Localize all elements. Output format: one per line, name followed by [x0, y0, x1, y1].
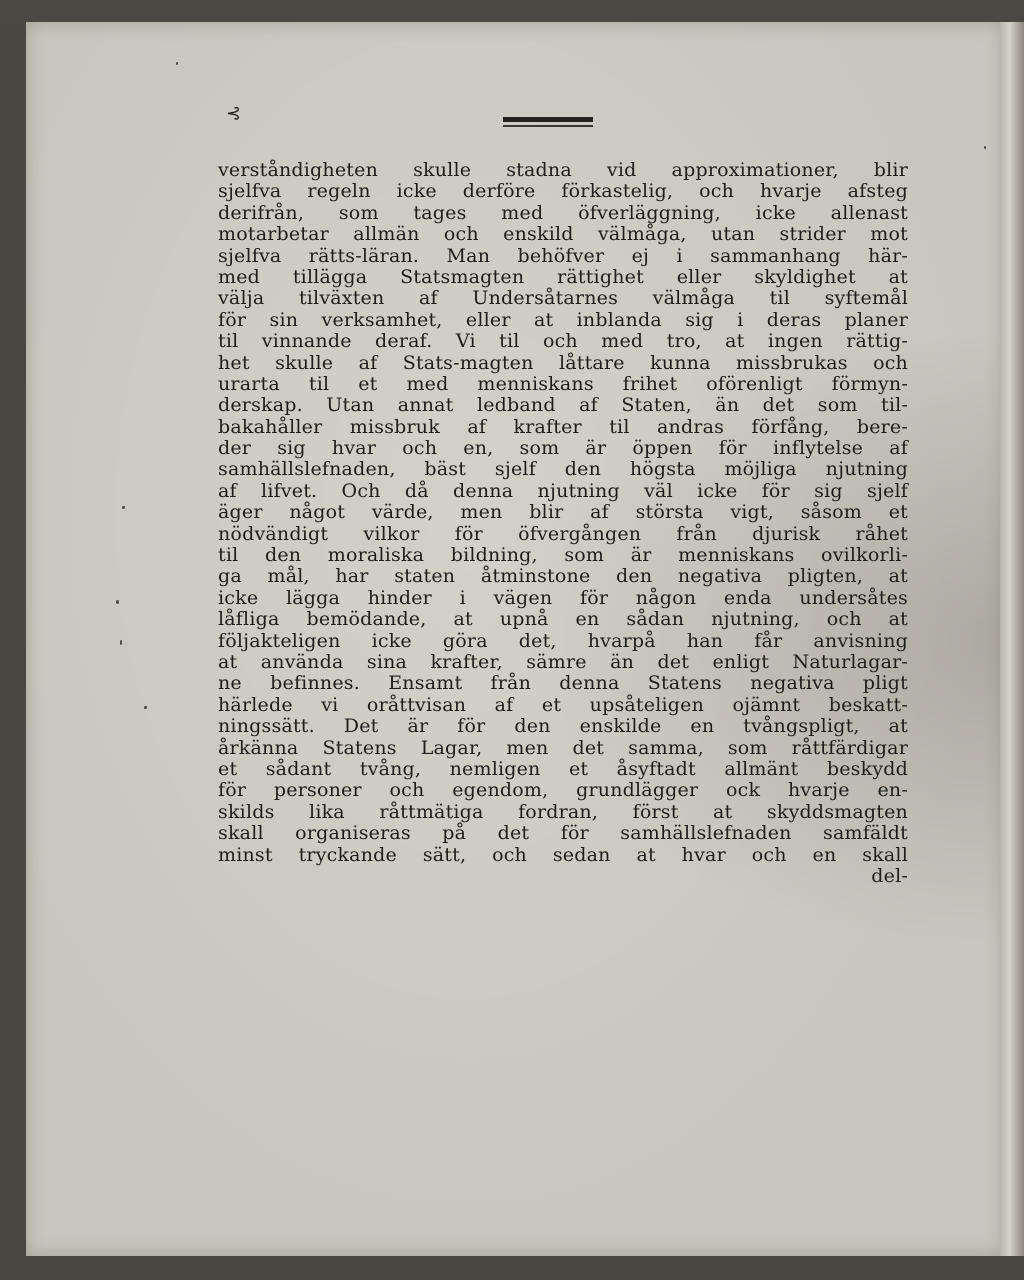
paper-speck: [120, 640, 122, 645]
text-line: skall organiseras på det för samhällslefnaden samfäldt: [218, 822, 908, 845]
text-line: följakteligen icke göra det, hvarpå han får anvisning: [218, 629, 908, 652]
text-line: härlede vi oråttvisan af et upsåteligen ojämnt beskatt-: [218, 693, 908, 716]
text-line: ga mål, har staten åtminstone den negativa pligten, at: [218, 565, 908, 588]
text-line: der sig hvar och en, som är öppen för inflytelse af: [218, 437, 908, 460]
text-line: af lifvet. Och då denna njutning väl icke för sig sjelf: [218, 479, 908, 502]
header-rule: [503, 117, 593, 122]
text-line: til vinnande deraf. Vi til och med tro, at ingen rättig-: [218, 330, 908, 353]
ornament-icon: ⊰: [226, 103, 242, 124]
text-line: skilds lika råttmätiga fordran, först at skyddsmagten: [218, 800, 908, 823]
text-line: minst tryckande sätt, och sedan at hvar och en skall: [218, 843, 908, 866]
text-line: sjelfva rätts-läran. Man behöfver ej i sammanhang här-: [218, 244, 908, 267]
paper-speck: [176, 62, 178, 65]
text-line: för sin verksamhet, eller at inblanda sig i deras planer: [218, 308, 908, 331]
text-line: et sådant tvång, nemligen et åsyftadt allmänt beskydd: [218, 757, 908, 780]
text-line: verståndigheten skulle stadna vid approximationer, blir: [218, 159, 908, 181]
paper-speck: [984, 146, 986, 149]
text-line: för personer och egendom, grundlägger ock hvarje en-: [218, 779, 908, 802]
text-line: bakahåller missbruk af krafter til andras förfång, bere-: [218, 415, 908, 438]
text-line: derskap. Utan annat ledband af Staten, än det som til-: [218, 394, 908, 417]
text-line: nödvändigt vilkor för öfvergången från djurisk råhet: [218, 522, 908, 545]
text-line: motarbetar allmän och enskild välmåga, utan strider mot: [218, 223, 908, 246]
text-line: derifrån, som tages med öfverläggning, icke allenast: [218, 201, 908, 224]
text-line: låfliga bemödande, at upnå en sådan njutning, och at: [218, 608, 908, 631]
text-line: urarta til et med menniskans frihet oförenligt förmyn-: [218, 372, 908, 395]
header-rule-thin: [503, 125, 593, 127]
text-line: ne befinnes. Ensamt från denna Statens negativa pligt: [218, 672, 908, 695]
text-line: årkänna Statens Lagar, men det samma, som råttfärdigar: [218, 736, 908, 759]
page-edge: [1000, 22, 1024, 1256]
text-line: sjelfva regeln icke derföre förkastelig, och hvarje afsteg: [218, 180, 908, 203]
paper-speck: [116, 600, 119, 604]
text-line: at använda sina krafter, sämre än det enligt Naturlagar-: [218, 650, 908, 673]
text-line: het skulle af Stats-magten låttare kunna missbrukas och: [218, 351, 908, 374]
text-line: samhällslefnaden, bäst sjelf den högsta möjliga njutning: [218, 458, 908, 481]
text-line: ningssätt. Det är för den enskilde en tvångspligt, at: [218, 715, 908, 738]
catchword: del-: [871, 864, 908, 887]
text-line: til den moraliska bildning, som är menniskans ovilkorli-: [218, 544, 908, 567]
body-text: [218, 160, 908, 887]
scan-border: [0, 0, 1024, 22]
text-line: med tillägga Statsmagten rättighet eller skyldighet at: [218, 265, 908, 288]
text-line: välja tilväxten af Undersåtarnes välmåga til syftemål: [218, 287, 908, 310]
paper-speck: [144, 706, 147, 709]
text-line: äger något värde, men blir af största vigt, såsom et: [218, 501, 908, 524]
text-line: icke lägga hinder i vägen för någon enda undersåtes: [218, 586, 908, 609]
paper-speck: [122, 506, 125, 509]
